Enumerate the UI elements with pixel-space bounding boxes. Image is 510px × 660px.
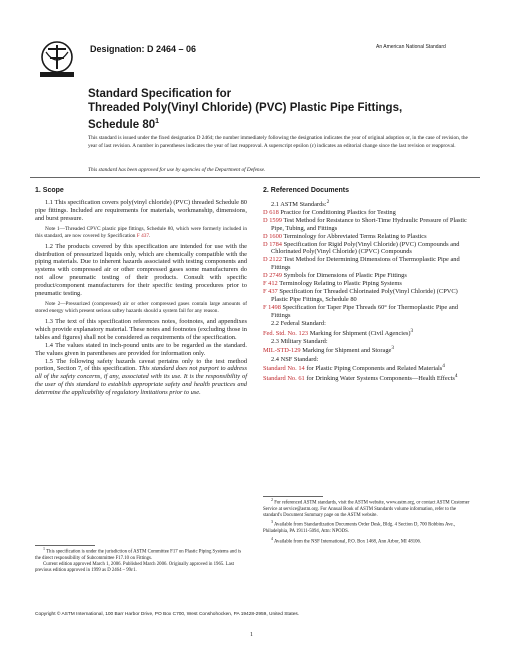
- astm-standards-heading: 2.1 ASTM Standards:$^2$: [271, 198, 330, 209]
- safety-caveat: This standard does not purport to address all of the safety concerns, if any, associated with its use. It is the responsibility of the user of this standard to establish appropriate safety and health practices and determine the applicability of regulatory limitations prior to use.: [35, 365, 247, 397]
- copyright-notice: Copyright © ASTM International, 100 Barr Harbor Drive, PO Box C700, West Conshohocken, PA 19428-2959, United States.: [35, 612, 300, 617]
- footnotes-left: [35, 545, 247, 575]
- document-title: [88, 88, 488, 132]
- reference-item: D 1600 Terminology for Abbreviated Terms Relating to Plastics: [263, 232, 427, 240]
- ref-link-nsf-14[interactable]: Standard No. 14: [263, 365, 305, 373]
- reference-item: D 1599 Test Method for Resistance to Short-Time Hydraulic Pressure of Plastic Pipe, Tubing, and Fittings: [263, 216, 467, 232]
- refs-heading: 2. Referenced Documents: [263, 187, 349, 194]
- astm-reference-list: [263, 209, 475, 320]
- reference-code-link[interactable]: D 1599: [263, 216, 282, 224]
- ref-link-nsf-61[interactable]: Standard No. 61: [263, 375, 305, 383]
- military-standard-heading: 2.3 Military Standard:: [271, 337, 328, 345]
- footnote-2: $^2$ For referenced ASTM standards, visit the ASTM website, www.astm.org, or contact ASTM Customer Service at service@astm.org. For Annual Book of ASTM Standards volume information, refer to the standard's Document Summary page on the ASTM website.: [263, 497, 470, 519]
- nsf-standard-heading: 2.4 NSF Standard:: [271, 355, 319, 363]
- issued-statement: This standard is issued under the fixed designation D 2464; the number immediately following the designation indicates the year of original adoption or, in the case of revision, the year of last revision. A number in parentheses indicates the year of last reapproval. A superscript epsilon (ε) indicates an editorial change since the last revision or reapproval.: [88, 135, 468, 149]
- reference-nsf-61: Standard No. 61 for Drinking Water Systems Components—Health Effects$^4$: [263, 373, 458, 383]
- reference-code-link[interactable]: D 1784: [263, 240, 282, 248]
- title-line-1: Standard Specification for: [88, 88, 232, 100]
- designation: Designation: D 2464 – 06: [90, 44, 197, 54]
- footnotes-right: [263, 496, 475, 546]
- reference-item: D 618 Practice for Conditioning Plastics for Testing: [263, 208, 396, 216]
- paragraph-1-3: 1.3 The text of this specification references notes, footnotes, and appendixes which provide explanatory material. These notes and footnotes (excluding those in tables and figures) shall not be considered as requirements of the specification.: [35, 317, 247, 341]
- reference-item: D 2749 Symbols for Dimensions of Plastic Pipe Fittings: [263, 272, 407, 280]
- paragraph-1-4: 1.4 The values stated in inch-pound units are to be regarded as the standard. The values given in parentheses are provided for information only.: [35, 341, 247, 357]
- reference-code-link[interactable]: D 2749: [263, 272, 282, 280]
- ref-link-mil-std-129[interactable]: MIL-STD-129: [263, 347, 301, 355]
- page-number: 1: [250, 632, 253, 638]
- footnote-1-edition: Current edition approved March 1, 2006. Published March 2006. Originally approved in 1965. Last previous edition approved in 1999 as D 2464 – 99ε1.: [35, 562, 234, 574]
- reference-item: F 412 Terminology Relating to Plastic Piping Systems: [263, 280, 402, 288]
- reference-code-link[interactable]: D 618: [263, 208, 279, 216]
- ref-link-f437[interactable]: F 437: [136, 232, 150, 239]
- paragraph-1-2: 1.2 The products covered by this specification are intended for use with the distribution of pressurized liquids only, which are chemically compatible with the piping materials. Due to inherent hazards associated with testing components and systems with compressed air or other compressed gases some manufacturers do not allow pneumatic testing of their products. Consult with specific product/component manufacturers for their specific testing procedures prior to pneumatic testing.: [35, 242, 247, 298]
- referenced-documents-section: [263, 187, 475, 383]
- reference-code-link[interactable]: F 412: [263, 280, 278, 288]
- dod-approval-statement: This standard has been approved for use by agencies of the Department of Defense.: [88, 167, 266, 173]
- note-2: Note 2—Pressurized (compressed) air or other compressed gases contain large amounts of stored energy which present serious saftey hazards should a system fail for any reason.: [35, 300, 247, 314]
- paragraph-1-1: 1.1 This specification covers poly(vinyl chloride) (PVC) threaded Schedule 80 pipe fittings. Included are requirements for materials, workmanship, dimensions, and burst pressure.: [35, 198, 247, 222]
- paragraph-1-5: 1.5 The following safety hazards caveat pertains only to the test method portion, Section 7, of this specification. This standard does not purport to address all of the safety concerns, if any, associated with its use. It is the responsibility of the user of this standard to establish appropriate safety and health practices and determine the applicability of regulatory limitations prior to use.: [35, 357, 247, 397]
- title-line-3: Schedule $80^1$: [88, 118, 160, 131]
- footnote-1: $^1$ This specification is under the jurisdiction of ASTM Committee F17 on Plastic Piping Systems and is the direct responsibility of Subcommittee F17.10 on Fittings.: [35, 546, 242, 561]
- astm-logo-icon: [36, 38, 78, 80]
- reference-nsf-14: Standard No. 14 for Plastic Piping Components and Related Materials$^4$: [263, 363, 445, 373]
- federal-standard-heading: 2.2 Federal Standard:: [271, 319, 326, 327]
- reference-item: F 437 Specification for Threaded Chlorinated Poly(Vinyl Chloride) (CPVC) Plastic Pipe Fittings, Schedule 80: [263, 288, 458, 303]
- reference-code-link[interactable]: D 2122: [263, 256, 282, 264]
- title-line-2: Threaded Poly(Vinyl Chloride) (PVC) Plastic Pipe Fittings,: [88, 101, 403, 114]
- scope-section: [35, 187, 247, 397]
- national-standard-label: An American National Standard: [376, 44, 446, 50]
- reference-mil-std-129: MIL-STD-129 Marking for Shipment and Storage$^3$: [263, 345, 395, 355]
- reference-item: D 1784 Specification for Rigid Poly(Vinyl Chloride) (PVC) Compounds and Chlorinated Poly(Vinyl Chloride) (CPVC) Compounds: [263, 240, 460, 256]
- footnote-3: $^3$ Available from Standardization Documents Order Desk, Bldg. 4 Section D, 700 Robbins Ave., Philadelphia, PA 19111-5094, Attn: NPODS.: [263, 519, 456, 535]
- reference-code-link[interactable]: F 437: [263, 288, 278, 295]
- footnote-4: $^4$ Available from the NSF International, P.O. Box 1468, Ann Arbor, MI 48106.: [271, 535, 422, 545]
- scope-heading: 1. Scope: [35, 187, 64, 194]
- divider: [30, 177, 480, 178]
- note-1: Note 1—Threaded CPVC plastic pipe fittings, Schedule 80, which were formerly included in this standard, are now covered by Specification F 437.: [35, 225, 247, 239]
- reference-item: F 1498 Specification for Taper Pipe Threads 60° for Thermoplastic Pipe and Fittings: [263, 303, 459, 319]
- ref-link-fed-std-123[interactable]: Fed. Std. No. 123: [263, 329, 309, 337]
- title-footnote-mark: 1: [155, 118, 160, 125]
- reference-code-link[interactable]: F 1498: [263, 303, 281, 311]
- reference-fed-std-123: Fed. Std. No. 123 Marking for Shipment (Civil Agencies)$^3$: [263, 327, 414, 337]
- reference-code-link[interactable]: D 1600: [263, 232, 282, 240]
- reference-item: D 2122 Test Method for Determining Dimensions of Thermoplastic Pipe and Fittings: [263, 256, 460, 272]
